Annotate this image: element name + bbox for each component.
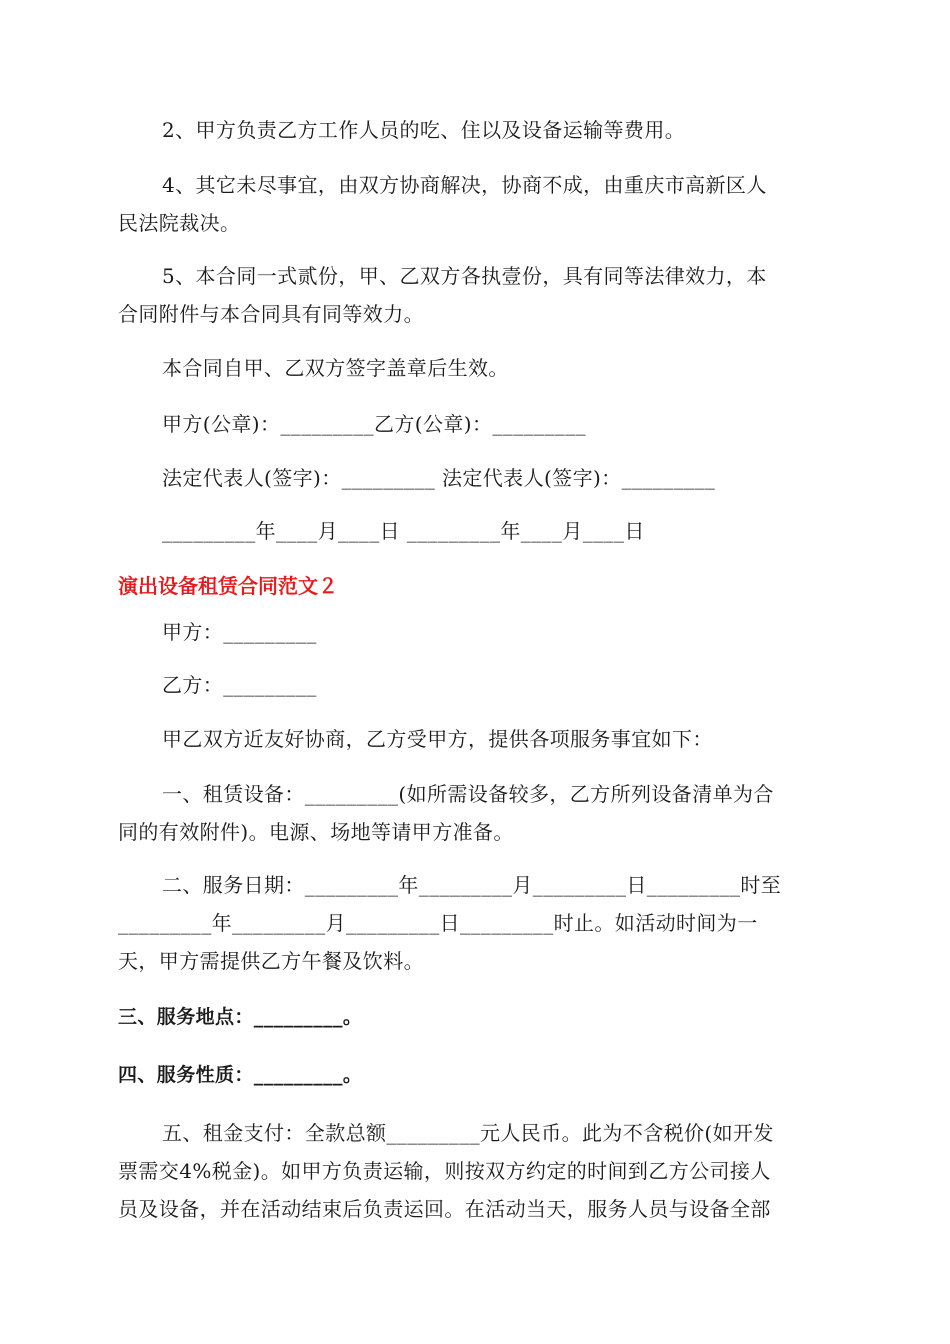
effective-clause-text: 本合同自甲、乙双方签字盖章后生效。 <box>162 356 509 380</box>
party-a-text: 甲方：_________ <box>162 620 317 644</box>
item-5-line1: 五、租金支付：全款总额_________元人民币。此为不含税价(如开发 <box>162 1121 774 1145</box>
clause-4 <box>118 166 834 242</box>
item-2-line3: 天，甲方需提供乙方午餐及饮料。 <box>118 949 424 973</box>
clause-4-line2: 民法院裁决。 <box>118 211 241 235</box>
clause-5-line2: 合同附件与本合同具有同等效力。 <box>118 302 424 326</box>
item-1-line1: 一、租赁设备：_________(如所需设备较多，乙方所列设备清单为合 <box>162 782 774 806</box>
date-line <box>118 512 834 550</box>
clause-5-line1: 5、本合同一式贰份，甲、乙双方各执壹份，具有同等法律效力，本 <box>162 264 767 288</box>
legal-rep-line <box>118 459 834 497</box>
item-4-text: 四、服务性质：_________。 <box>118 1064 363 1086</box>
signature-seal-line <box>118 405 834 443</box>
party-b-line <box>118 666 834 704</box>
clause-4-line1: 4、其它未尽事宜，由双方协商解决，协商不成，由重庆市高新区人 <box>162 173 767 197</box>
item-3-text: 三、服务地点：_________。 <box>118 1006 363 1028</box>
item-2-line2: _________年_________月_________日_________时止。如活动时间为一 <box>118 911 758 935</box>
effective-clause <box>118 349 834 387</box>
item-5 <box>118 1114 834 1228</box>
item-2 <box>118 866 834 980</box>
item-5-line3: 员及设备，并在活动结束后负责运回。在活动当天，服务人员与设备全部 <box>118 1197 771 1221</box>
signature-seal-text: 甲方(公章)：_________乙方(公章)：_________ <box>162 412 587 436</box>
clause-2 <box>118 111 834 149</box>
item-4 <box>118 1056 834 1094</box>
item-1 <box>118 775 834 851</box>
party-a-line <box>118 613 834 651</box>
item-3 <box>118 998 834 1036</box>
clause-5 <box>118 257 834 333</box>
item-1-line2: 同的有效附件)。电源、场地等请甲方准备。 <box>118 820 514 844</box>
clause-2-text: 2、甲方负责乙方工作人员的吃、住以及设备运输等费用。 <box>162 118 686 142</box>
intro-text: 甲乙双方近友好协商，乙方受甲方，提供各项服务事宜如下： <box>162 727 713 751</box>
section-title: 演出设备租赁合同范文２ <box>118 574 338 598</box>
date-text: _________年____月____日 _________年____月____日 <box>162 519 645 543</box>
intro-line <box>118 720 834 758</box>
item-5-line2: 票需交4%税金)。如甲方负责运输，则按双方约定的时间到乙方公司接人 <box>118 1159 771 1183</box>
item-2-line1: 二、服务日期：_________年_________月_________日_________时至 <box>162 873 782 897</box>
legal-rep-text: 法定代表人(签字)：_________ 法定代表人(签字)：_________ <box>162 466 716 490</box>
party-b-text: 乙方：_________ <box>162 673 317 697</box>
